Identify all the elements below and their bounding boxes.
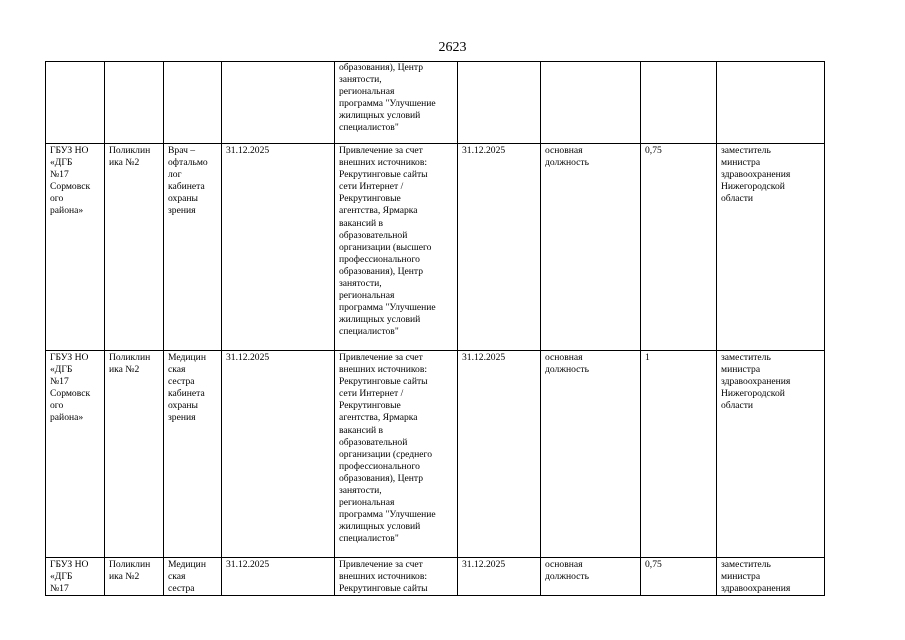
employment-type-cell: основная должность — [541, 144, 641, 351]
unit-cell — [105, 62, 164, 144]
deadline-cell: 31.12.2025 — [222, 558, 335, 596]
rate-cell: 0,75 — [641, 558, 717, 596]
table-row — [46, 351, 825, 558]
responsible-cell — [717, 62, 825, 144]
measures-cell: образования), Центр занятости, региональная программа "Улучшение жилищных условий специалистов" — [335, 62, 458, 144]
deadline-cell — [222, 62, 335, 144]
date-cell: 31.12.2025 — [458, 558, 541, 596]
position-cell: Медицин ская сестра — [164, 558, 222, 596]
date-cell — [458, 62, 541, 144]
unit-cell: Поликлин ика №2 — [105, 558, 164, 596]
table-row — [46, 62, 825, 144]
responsible-cell: заместитель министра здравоохранения Нижегородской области — [717, 144, 825, 351]
rate-cell: 1 — [641, 351, 717, 558]
deadline-cell: 31.12.2025 — [222, 144, 335, 351]
org-cell — [46, 62, 105, 144]
employment-type-cell: основная должность — [541, 351, 641, 558]
table-row — [46, 558, 825, 596]
staffing-table — [45, 61, 825, 596]
position-cell: Медицин ская сестра кабинета охраны зрения — [164, 351, 222, 558]
rate-cell — [641, 62, 717, 144]
position-cell: Врач – офтальмо лог кабинета охраны зрения — [164, 144, 222, 351]
page-number: 2623 — [438, 40, 467, 55]
responsible-cell: заместитель министра здравоохранения — [717, 558, 825, 596]
date-cell: 31.12.2025 — [458, 144, 541, 351]
deadline-cell: 31.12.2025 — [222, 351, 335, 558]
org-cell: ГБУЗ НО «ДГБ №17 Сормовск ого района» — [46, 144, 105, 351]
org-cell: ГБУЗ НО «ДГБ №17 — [46, 558, 105, 596]
rate-cell: 0,75 — [641, 144, 717, 351]
org-cell: ГБУЗ НО «ДГБ №17 Сормовск ого района» — [46, 351, 105, 558]
unit-cell: Поликлин ика №2 — [105, 144, 164, 351]
table-row — [46, 144, 825, 351]
measures-cell: Привлечение за счет внешних источников: Рекрутинговые сайты сети Интернет / Рекрутинговые агентства, Ярмарка вакансий в образовательной организации (высшего профессионального образования), Центр занятости, региональная программа "Улучшение жилищных условий специалистов" — [335, 144, 458, 351]
employment-type-cell: основная должность — [541, 558, 641, 596]
unit-cell: Поликлин ика №2 — [105, 351, 164, 558]
employment-type-cell — [541, 62, 641, 144]
date-cell: 31.12.2025 — [458, 351, 541, 558]
measures-cell: Привлечение за счет внешних источников: Рекрутинговые сайты сети Интернет / Рекрутинговые агентства, Ярмарка вакансий в образовательной организации (среднего профессионального образования), Центр занятости, региональная программа "Улучшение жилищных условий специалистов" — [335, 351, 458, 558]
measures-cell: Привлечение за счет внешних источников: Рекрутинговые сайты — [335, 558, 458, 596]
position-cell — [164, 62, 222, 144]
responsible-cell: заместитель министра здравоохранения Нижегородской области — [717, 351, 825, 558]
